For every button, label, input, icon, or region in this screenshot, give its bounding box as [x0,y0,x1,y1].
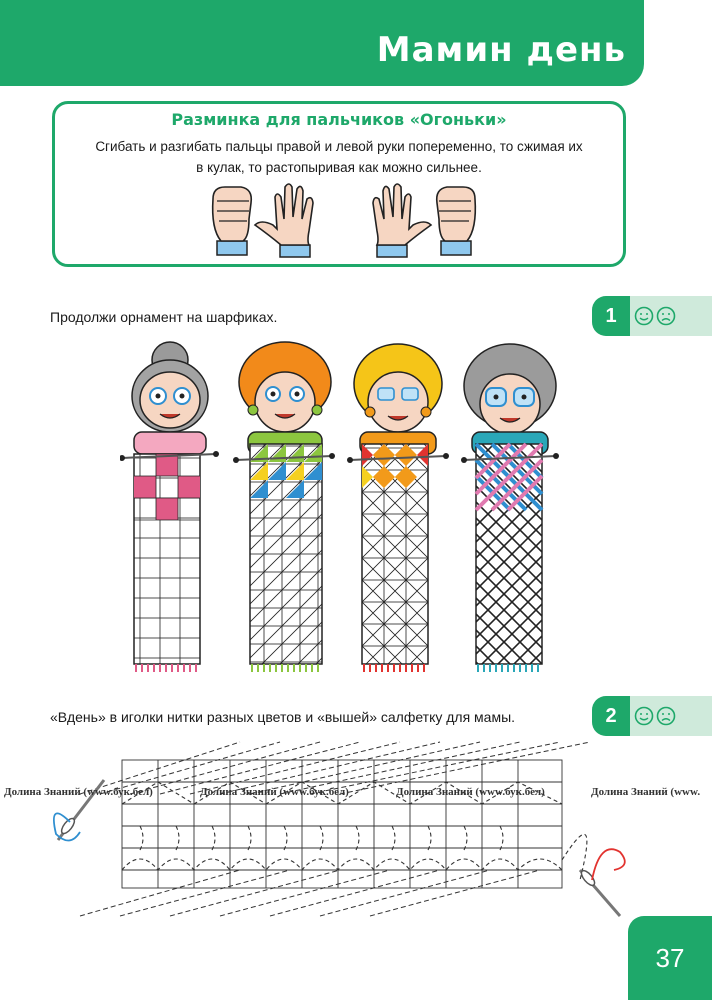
grandma-2 [233,342,335,672]
warmup-line-2: в кулак, то растопыривая как можно сильнее. [196,160,482,175]
page-number: 37 [628,916,712,1000]
needle-icon [579,849,625,916]
watermark: Долина Знаний (www.бук.бел) [4,786,153,798]
task2-instruction: «Вдень» в иголки нитки разных цветов и «вышей» салфетку для мамы. [50,709,516,725]
page-title: Мамин день [376,30,626,70]
open-hand-icon [255,184,313,257]
warmup-box [52,101,626,267]
warmup-line-1: Сгибать и разгибать пальцы правой и левой руки попеременно, то сжимая их [95,139,583,154]
open-hand-icon [373,184,431,257]
smile-face-icon[interactable] [634,706,654,726]
watermark: Долина Знаний (www. [591,786,701,798]
sad-face-icon[interactable] [656,706,676,726]
fist-hand-icon [437,187,476,255]
fist-hand-icon [213,187,252,255]
napkin-illustration [40,730,640,920]
task2-number: 2 [592,696,630,736]
task1-number: 1 [592,296,630,336]
warmup-instructions [69,136,609,178]
task1-badge [592,296,712,336]
grandma-4 [461,344,559,672]
grandma-3 [347,344,449,672]
grandma-1 [120,342,219,672]
title-banner [0,0,644,86]
watermark: Долина Знаний (www.бук.бел) [200,786,349,798]
task1-instruction: Продолжи орнамент на шарфиках. [50,309,278,325]
scarves-illustration [120,338,570,678]
hands-illustration [205,179,485,267]
smile-face-icon[interactable] [634,306,654,326]
sad-face-icon[interactable] [656,306,676,326]
watermark: Долина Знаний (www.бук.бел) [396,786,545,798]
warmup-title: Разминка для пальчиков «Огоньки» [171,110,507,129]
